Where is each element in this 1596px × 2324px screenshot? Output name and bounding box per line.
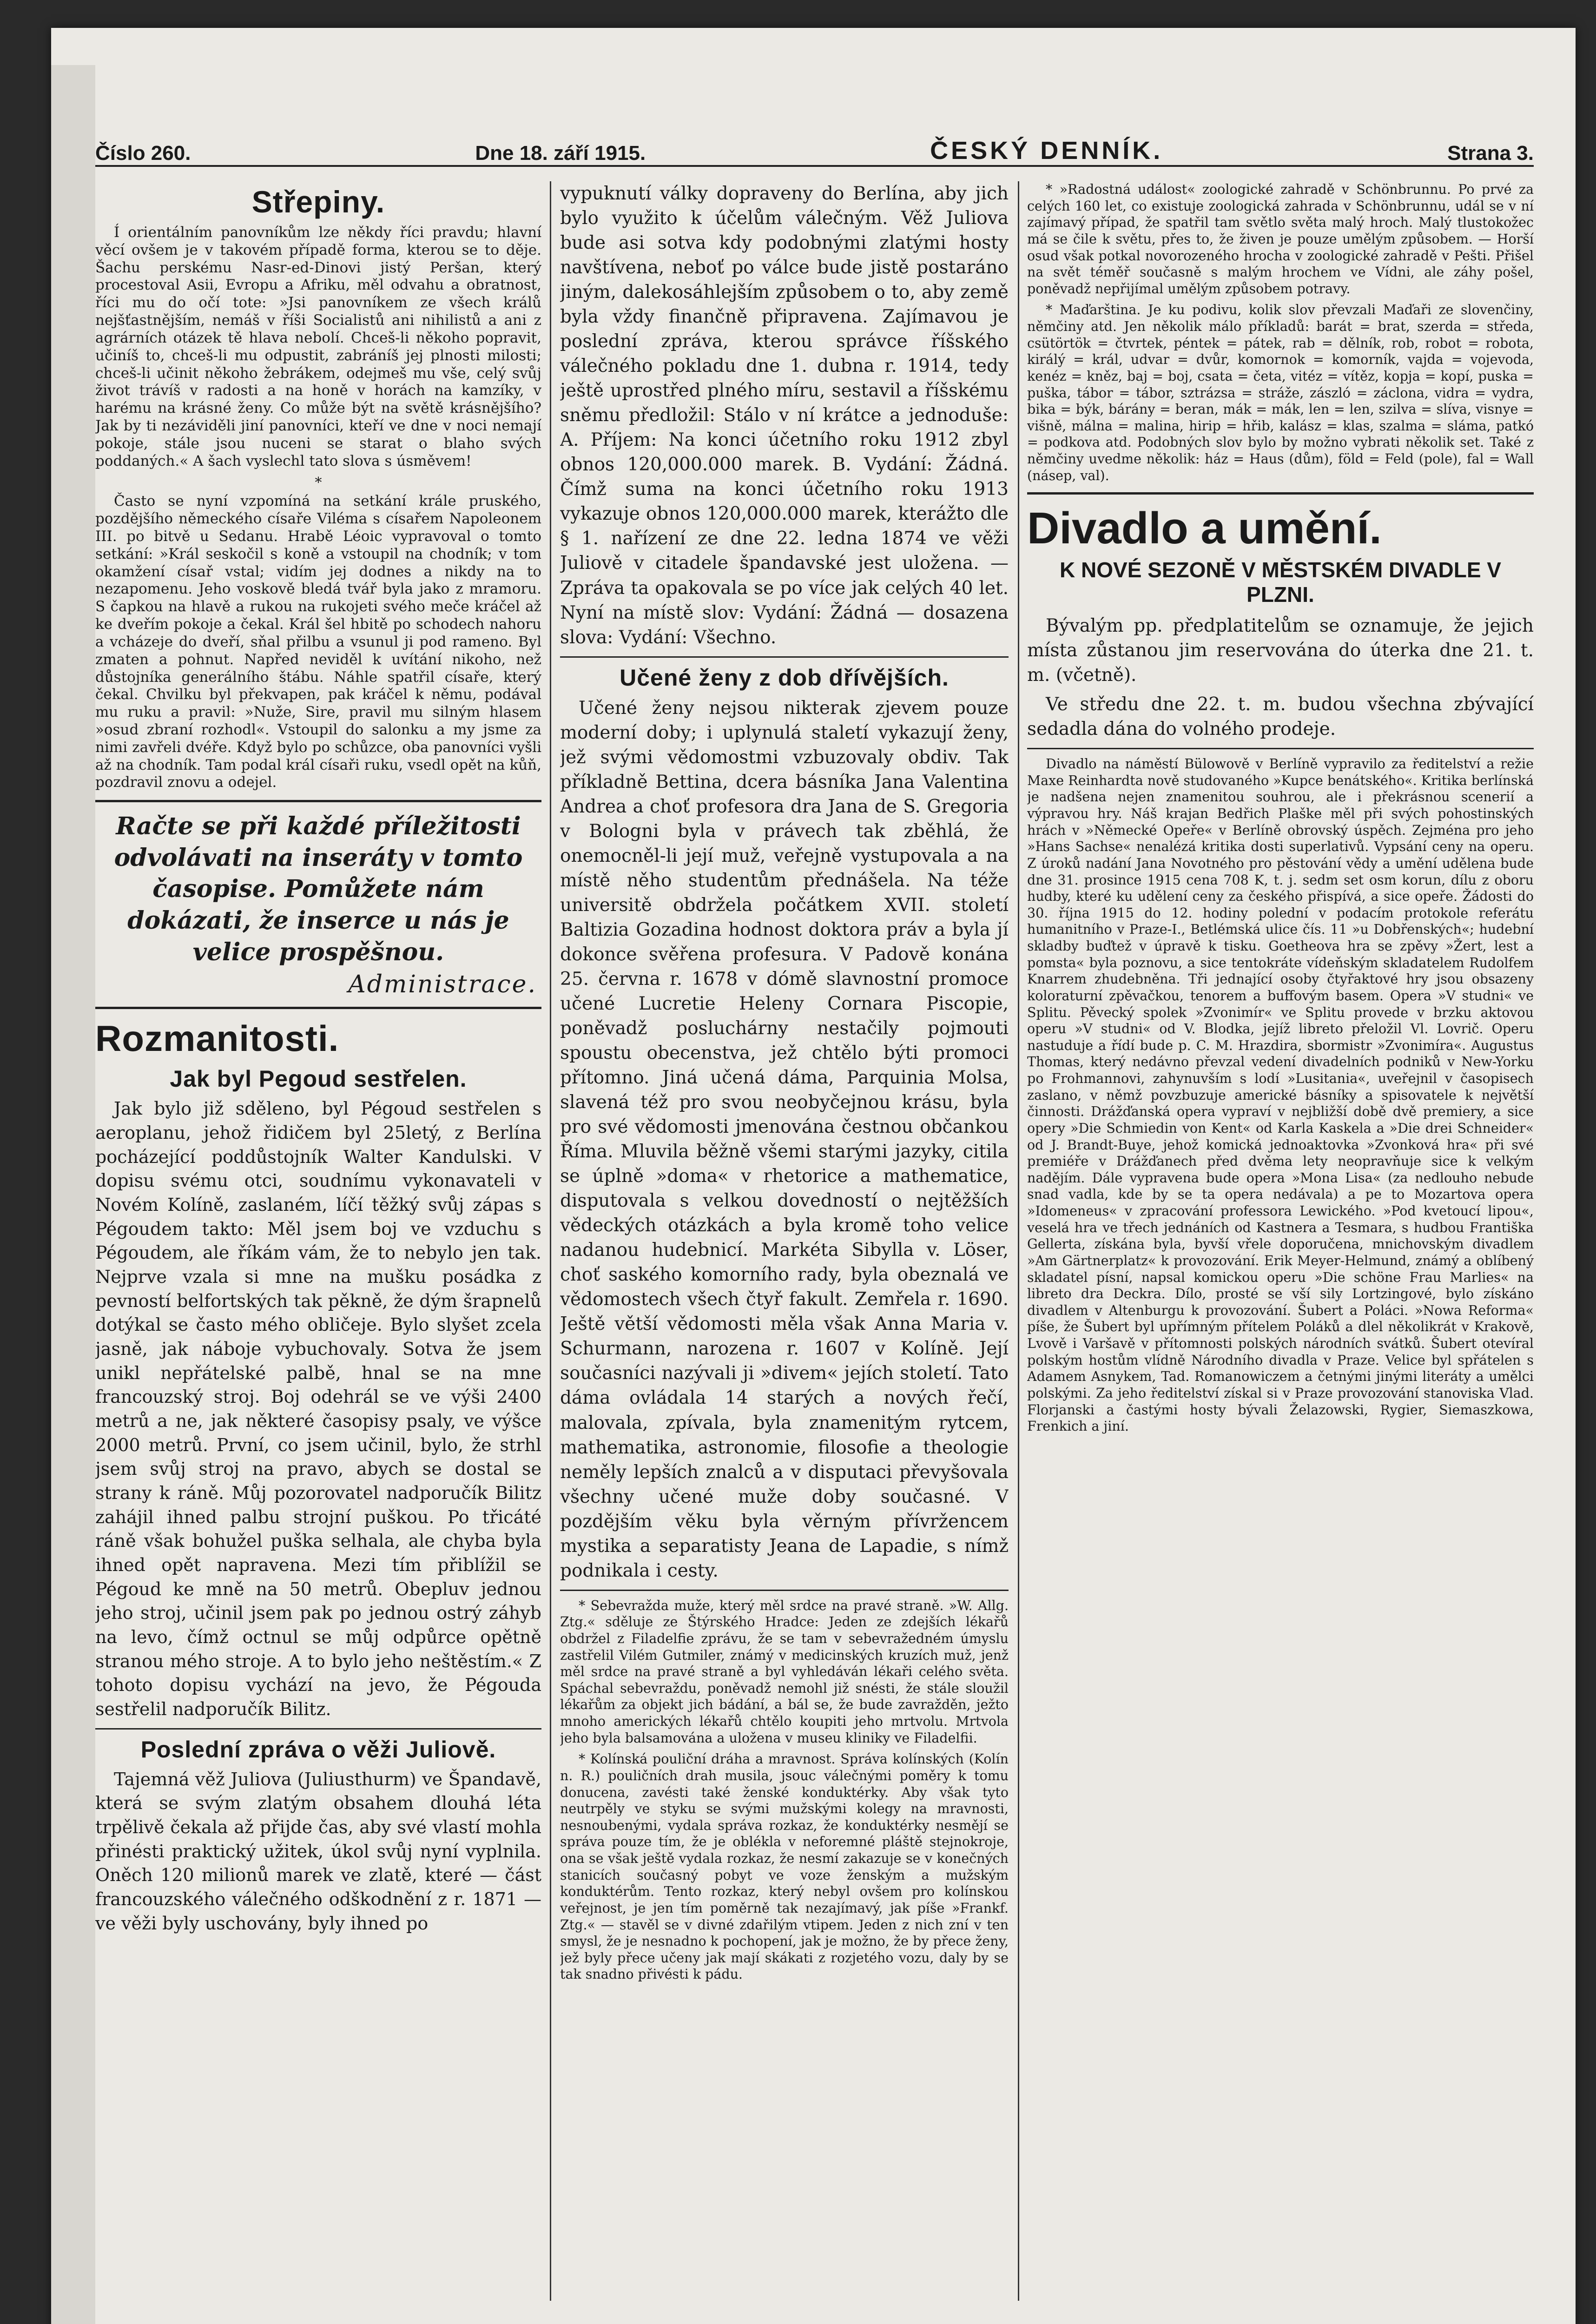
- column-3: [1027, 181, 1534, 2301]
- issue-number: Číslo 260.: [95, 142, 191, 165]
- news-item-kolinska: * Kolínská pouliční dráha a mravnost. Správa kolínských (Kolín n. R.) pouličních drah musila, jsouc válečnými poměry k tomu donucena, zavésti také ženské konduktérky. Aby však tyto neutrpěly ve styku se svými mužskými kolegy na mravnosti, nesnoubenými, vydala správa rozkaz, že konduktérky nesmějí se správa pouze tím, že je oblékla v neforemné pláště stejnokroje, ona se však ještě vydala rozkaz, že nesmí zakazuje se v konečných stanicích současný pobyt ve voze ženským a mužským konduktérům. Tento rozkaz, který nebyl ovšem pro kolínskou veřejnost, je jen tím poměrně tak nezajímavý, jak píše »Frankf. Ztg.« — stavěl se v divné zdařilým vtipem. Jeden z nich zní v ten smysl, že je nesnadno k pochopení, jak je možno, že by přece ženy, jež byly přece učeny jak mají skákati z rozjetého vozu, daly by se tak snadno přivésti k pádu.: [560, 1751, 1009, 1982]
- article-text-zeny: Učené ženy nejsou nikterak zjevem pouze moderní doby; i uplynulá staletí vykazují ženy, jež svými vědomostmi vzbuzovaly obdiv. Tak příkladně Bettina, dcera básníka Jana Valentina Andrea a choť profesora dra Jana de S. Gregoria v Bologni byla v právech tak zběhlá, že onemocněl-li její muž, veřejně vystupovala a na místě něho studentům přednášela. Na téže universitě obdržela počátkem XVII. století Baltizia Gozadina hodnost doktora práv a byla jí dokonce svěřena profesura. V Padově konána 25. června r. 1678 v dómě slavnostní promoce učené Lucretie Heleny Cornara Piscopie, poněvadž posluchárny nestačily pojmouti spoustu obecenstva, jež chtělo býti promoci přítomno. Jiná učená dáma, Parquinia Molsa, slavená též pro svou neobyčejnou krásu, byla pro své vědomosti jmenována čestnou občankou Říma. Mluvila běžně všemi starými jazyky, citila se úplně »doma« v rhetorice a mathematice, disputovala s velkou dovedností o nejtěžších vědeckých otázkách a byla kromě toho velice nadanou hudebnicí. Markéta Sibylla v. Löser, choť saského komorního rady, byla obeznalá ve vědomostech všech čtyř fakult. Zemřela r. 1690. Ještě větší vědomosti měla však Anna Maria v. Schurmann, narozena r. 1607 v Kolíně. Její současníci nazývali ji »divem« jejích století. Tato dáma ovládala 14 starých a nových řečí, malovala, zpívala, byla znamenitým rytcem, mathematika, astronomie, filosofie a theologie neměly lepších znalců a v disputaci převyšovala všechny učené muže doby současné. V pozdějším věku byla věrným přívržencem mystika a separatisty Jeana de Lapadie, s nímž podnikala i cesty.: [560, 697, 1009, 1581]
- divadlo-paragraph-2: Ve středu dne 22. t. m. budou všechna zbývající sedadla dána do volného prodeje.: [1027, 694, 1534, 740]
- article-title-julius: Poslední zpráva o věži Juliově.: [140, 1736, 496, 1763]
- column-rule-2: [1018, 181, 1019, 2301]
- strepiny-paragraph-2: Často se nyní vzpomíná na setkání krále pruského, pozdějšího německého císaře Viléma s císařem Napoleonem III. po bitvě u Sedanu. Hrabě Léoic vypravoval o tomto setkání: »Král seskočil s koně a vstoupil na chodník; v tom okamžení císař vstal; vidím jej dodnes a nikdy na to nezapomenu. Jeho voskově bledá tvář byla jako z mramoru. S čapkou na hlavě a rukou na rukojeti svého meče kráčel až ke dveřím pokoje a čekal. Král šel hbitě po schodech nahoru a vcházeje do dveří, sňal přilbu a vsunul ji pod rameno. Byl zmaten a pohnut. Napřed neviděl k uvítání nikoho, než důstojníka generálního štábu. Náhle spatřil císaře, který čekal. Chvilku byl překvapen, pak kráčel k němu, podával mu ruku a pravil: »Nuže, Sire, pravil mu silným hlasem »osud zbraní rozhodl«. Vstoupil do salonku a my jsme za nimi zavřeli dvéře. Když bylo po schůzce, oba panovníci vyšli až na chodník. Tam podal král císaři ruku, vsedl opět na kůň, pozdravil znovu a odejel.: [95, 493, 541, 791]
- issue-date: Dne 18. září 1915.: [475, 142, 646, 165]
- article-title-pegoud: Jak byl Pegoud sestřelen.: [170, 1066, 467, 1092]
- divadlo-news-text: Divadlo na náměstí Bülowově v Berlíně vypravilo za ředitelství a režie Maxe Reinhardta nově studovaného »Kupce benátského«. Kritika berlínská je nadšena nejen znamenitou souhrou, ale i překrásnou scenerií a výpravou hry. Náš krajan Bedřich Plaške měl při svých pohostinských hrách v »Německé Opeře« v Berlíně obrovský úspěch. Zejména pro jeho »Hans Sachse« nenalézá kritika dosti superlativů. Vypsání ceny na operu. Z úroků nadání Jana Novotného pro pěstování vědy a umění udělena bude dne 31. prosince 1915 cena 708 K, t. j. sedm set osm korun, dílu z oboru hudby, které ku udělení ceny za českého přispívá, a sice opeře. Žádosti do 30. října 1915 do 12. hodiny polední v podacím protokole referátu humanitního v Praze-I., Betlémská ulice čís. 11 »u Dobřenských«; hudební skladby buďtež v úpravě k tisku. Goetheova hra se zpěvy »Žert, lest a pomsta« byla poznovu, a sice tentokráte vídeňským skladatelem Rudolfem Knarrem zhudebněna. Tři jednající osoby čtyřaktové hry jsou obsazeny koloraturní zpěvačkou, tenorem a buffovým basem. Opera »V studni« ve Splitu. Pěvecký spolek »Zvonimír« ve Splitu provede v brzku aktovou operu »V studni« od V. Blodka, jejíž libreto přeložil Vl. Lovrič. Operu nastuduje a řídí bude p. C. M. Hrazdira, sbormistr »Zvonimíra«. Augustus Thomas, který nedávno převzal vedení divadelních podniků v New-Yorku po Frohmannovi, zahynuvším s lodí »Lusitania«, uveřejnil v časopisech zaslano, v němž povzbuzuje americké básníky a spisovatele k největší činnosti. Drážďanská opera vypraví v nejbližší době dvě premiery, a sice opery »Die Schmiedin von Kent« od Karla Kaskela a »Die drei Schneider« od J. Brandt-Buye, jehož komická jednoaktovka »Zvonková hra« při své premiéře v Drážďanech před dvěma lety neopravňuje sice k velkým nadějím. Dále vypravena bude opera »Mona Lisa« (za nedlouho nebude snad vadla, kde by se ta opera nedávala) a pe to Mozartova opera »Idomeneus« v zpracování professora Lewického. »Pod kvetoucí lipou«, veselá hra ve třech jednáních od Kastnera a Tesmara, s hudbou Františka Gellerta, získána byla, byvší vřele doporučena, mnichovským divadlem »Am Gärtnerplatz« k provozování. Erik Meyer-Helmund, známý a oblíbený skladatel písní, napsal komickou operu »Die schöne Frau Marlies« na libreto dra Deckra. Dílo, prosté se vší sily Lortzingové, bylo získáno divadlem v Altenburgu k provozování. Šubert a Poláci. »Nowa Reforma« píše, že Šubert byl upřímným přítelem Poláků a dlel několikrát v Krakově, Lvově i Varšavě v přítomnosti polských národních svátků. Šubert otevíral polským hostům vlídně Národního divadla v Praze. Velice byl spřátelen s Adamem Asnykem, Tad. Romanowiczem a četnými jinými literáty a umělci polskými. Za jeho ředitelství získal si v Praze provozování stanoviska Vlad. Florjanski a častými hosty bývali Želazowski, Rygier, Siemaszkowa, Frenkich a jiní.: [1027, 756, 1534, 1434]
- article-text-pegoud: Jak bylo již sděleno, byl Pégoud sestřelen s aeroplanu, jehož řidičem byl 25letý, z Berlína pocházející poddůstojník Walter Kandulski. V dopisu svému otci, soudnímu vykonavateli v Novém Kolíně, zaslaném, líčí těžký svůj zápas s Pégoudem takto: Měl jsem boj ve vzduchu s Pégoudem, ale říkám vám, že to nebylo jen tak. Nejprve vzala si mne na mušku posádka z pevností belfortských tak pěkně, že dým šrapnelů dotýkal se často mého obličeje. Bylo slyšet zcela jasně, jak náboje vybuchovaly. Sotva že jsem unikl nepřátelské palbě, hnal se na mne francouzský stroj. Boj odehrál se ve výši 2400 metrů a ne, jak některé časopisy psaly, ve výšce 2000 metrů. První, co jsem učinil, bylo, že strhl jsem svůj stroj na pravo, abych se dostal se strany k ráně. Můj pozorovatel nadporučík Bilitz zahájil ihned palbu strojní puškou. Po třicáté ráně však bohužel puška selhala, ale chyba byla ihned opět napravena. Mezi tím přiblížil se Pégoud ke mně na 50 metrů. Obepluv jednou jeho stroj, učinil jsem pak po jednou ostrý záhyb na levo, čímž octnul se můj odpůrce opětně stranou mého stroje. A to bylo jeho neštěstím.« Z tohoto dopisu vychází na jevo, že Pégouda sestřelil nadporučík Bilitz.: [95, 1098, 541, 1719]
- divadlo-subtitle: K NOVÉ SEZONĚ V MĚSTSKÉM DIVADLE V PLZNI.: [1060, 558, 1501, 607]
- divider: [95, 800, 541, 802]
- article-text-julius-continued: vypuknutí války dopraveny do Berlína, aby jich bylo využito k účelům válečným. Věž Juliova bude asi sotva kdy podobnými zlatými hosty navštívena, neboť po válce bude jistě postaráno jiným, dalekosáhlejším způsobem o to, aby země byla vždy finančně připravena. Zajímavou je poslední zpráva, kterou správce říšského válečného pokladu dne 1. dubna r. 1914, tedy ještě uprostřed plného míru, sestavil a říšskému sněmu předložil: Stálo v ní krátce a jednoduše: A. Příjem: Na konci účetního roku 1912 zbyl obnos 120,000.000 marek. B. Vydání: Žádná. Čímž suma na konci účetního roku 1913 vykazuje obnos 120,000.000 marek, kterážto dle § 1. nařízení ze dne 22. ledna 1874 ve věži Juliově v citadele špandavské jest uložena. — Zpráva ta opakovala se po více jak celých 40 let. Nyní na místě slov: Vydání: Žádná — dosazena slova: Vydání: Všechno.: [560, 183, 1009, 648]
- news-item-sebevrazda: * Sebevražda muže, který měl srdce na pravé straně. »W. Allg. Ztg.« sděluje ze Štýrského Hradce: Jeden ze zdejších lékařů obdržel z Filadelfie zprávu, že se tam v sebevražedném úmyslu zastřelil Vilém Gutmiler, známý v medicinských kruzích muž, jenž měl srdce na pravé straně a byl vyhledáván lékaři celého světa. Spáchal sebevraždu, poněvadž nemohl již snésti, že stále sloužil lékařům za objekt jich bádání, a bál se, že bude zavražděn, ježto mnoho amerických lékařů chtělo koupiti jeho mrtvolu. Mrtvola jeho byla balsamována a uložena v museu kliniky ve Filadelfii.: [560, 1598, 1009, 1746]
- article-title-zeny: Učené ženy z dob dřívějších.: [620, 664, 949, 691]
- page-header: [95, 132, 1534, 167]
- divider: [560, 1590, 1009, 1591]
- column-rule-1: [550, 181, 551, 2301]
- divider: [1027, 492, 1534, 495]
- section-title-strepiny: Střepiny.: [251, 185, 385, 219]
- divider: [1027, 748, 1534, 749]
- advertising-notice: Račte se při každé příležitosti odvolávati na inseráty v tomto časopise. Pomůžete nám dokázati, že inserce u nás je velice prospěšnou.: [114, 812, 523, 966]
- notice-signature: Administrace.: [348, 971, 537, 999]
- section-title-divadlo: Divadlo a umění.: [1027, 503, 1382, 554]
- newspaper-title: ČESKÝ DENNÍK.: [930, 137, 1163, 165]
- divider: [95, 1728, 541, 1730]
- news-item-madarstina: * Maďarština. Je ku podivu, kolik slov převzali Maďaři ze slovenčiny, němčiny atd. Jen několik málo příkladů: barát = brat, szerda = středa, csütörtök = čtvrtek, péntek = pátek, rab = dělník, rob, robot = robota, királý = král, udvar = dvůr, komornok = komorník, vajda = vojevoda, kenéz = kněz, baj = boj, csata = četa, vitéz = vítěz, kopja = kopí, puska = puška, tábor = tábor, sztrázsa = stráže, zászló = záclona, vidra = vydra, bika = býk, bárány = beran, mák = mák, len = len, szilva = slíva, visnye = višně, málna = malina, hirip = hřib, kalász = klas, szalma = sláma, patkó = podkova atd. Podobných slov bylo by možno vybrati několik set. Také z němčiny uvedme několik: ház = Haus (dům), föld = Feld (pole), fal = Wall (násep, val).: [1027, 302, 1534, 483]
- news-item-radostna: * »Radostná událost« zoologické zahradě v Schönbrunnu. Po prvé za celých 160 let, co existuje zoologická zahrada v Schönbrunnu, udál se v ní zajímavý případ, že spatřil tam světlo světa malý hroch. Malý tlustokožec má se čile k světu, přes to, že živen je pouze umělým způsobem. — Horší osud však potkal novorozeného hrocha v zoologické zahradě v Pešti. Přišel na svět téměř současně s malým hrochem ve Vídni, ale záhy pošel, poněvadž nepřijímal umělým způsobem potravy.: [1027, 182, 1534, 297]
- divider: [95, 1007, 541, 1009]
- divadlo-paragraph-1: Bývalým pp. předplatitelům se oznamuje, že jejich místa zůstanou jim reservována do úterka dne 21. t. m. (včetně).: [1027, 615, 1534, 686]
- previous-page-edge: [51, 65, 95, 2324]
- article-text-julius: Tajemná věž Juliova (Juliusthurm) ve Špandavě, která se svým zlatým obsahem dlouhá léta trpělivě čekala až přijde čas, aby své vlastí mohla přinésti praktický užitek, úkol svůj nyní vyplnila. Oněch 120 milionů marek ve zlatě, které — část francouzského válečného odškodnění z r. 1871 — ve věži byly uschovány, byly ihned po: [95, 1769, 541, 1934]
- separator-star: *: [315, 475, 322, 491]
- newspaper-page: [51, 28, 1576, 2324]
- column-1: [95, 181, 541, 2301]
- page-number: Strana 3.: [1447, 142, 1534, 165]
- strepiny-paragraph-1: Í orientálním panovníkům lze někdy říci pravdu; hlavní věcí ovšem je v takovém případě forma, kterou se to děje. Šachu perskému Nasr-ed-Dinovi jistý Peršan, který procestoval Asii, Evropu a Afriku, měl odvahu a obratnost, říci mu do očí tote: »Jsi panovníkem ze všech králů nejšťastnějším, nemáš v říši Socialistů ani nihilistů a ani z agrárních otázek tě hlava nebolí. Chceš-li někoho popravit, učiníš to, chceš-li mu odpustit, zabráníš jej plnosti milosti; chceš-li učinit někoho žebrákem, odejmeš mu vše, celý svůj život trávíš v radosti a na honě v horách na kamzíky, v harému na krásné ženy. Co může být na světě krásnějšího? Jak by ti nezáviděli jiní panovníci, kteří ve dne v noci nemají pokoje, stále jsou nuceni se starat o blaho svých poddaných.« A šach vyslechl tato slova s úsměvem!: [95, 224, 541, 469]
- section-title-rozmanitosti: Rozmanitosti.: [95, 1018, 339, 1059]
- column-2: [560, 181, 1009, 2301]
- divider: [560, 656, 1009, 658]
